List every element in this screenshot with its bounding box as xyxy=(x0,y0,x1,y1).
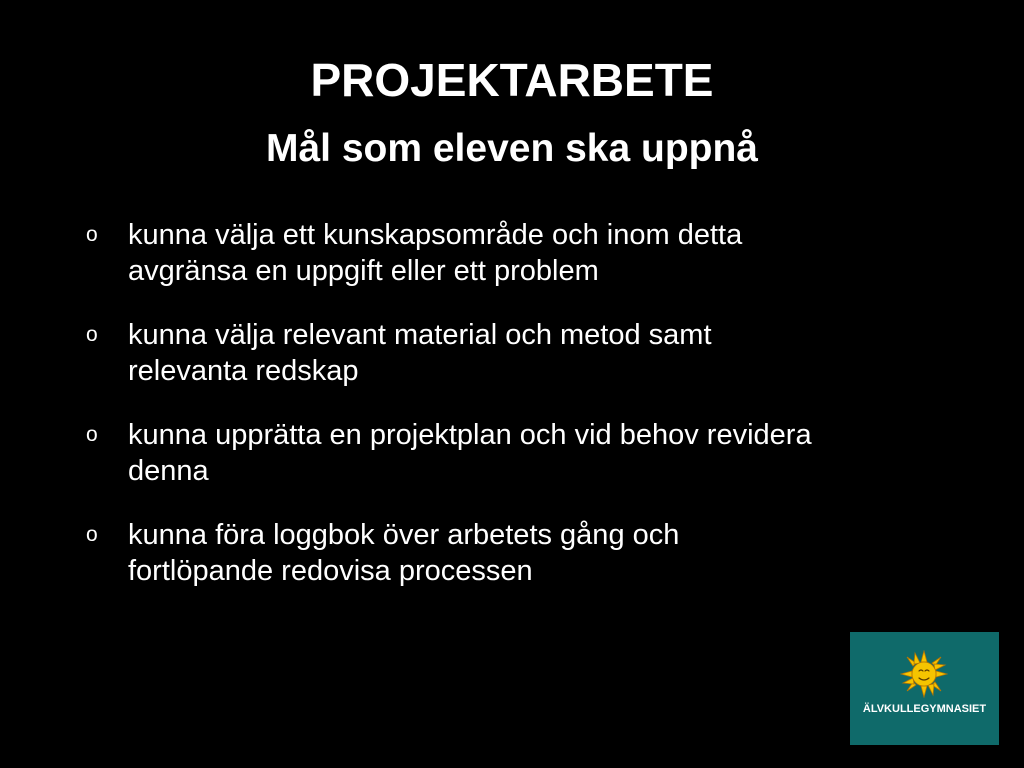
list-item xyxy=(84,317,964,389)
sun-icon xyxy=(900,650,948,698)
bullet-marker: o xyxy=(86,323,98,346)
list-item xyxy=(84,417,964,489)
school-logo xyxy=(850,632,999,745)
list-item xyxy=(84,517,964,589)
bullet-text: kunna upprätta en projektplan och vid behov revidera denna xyxy=(128,419,812,487)
bullet-marker: o xyxy=(86,223,98,246)
school-name: ÄLVKULLEGYMNASIET xyxy=(862,703,987,715)
slide-title: PROJEKTARBETE xyxy=(310,54,714,106)
bullet-marker: o xyxy=(86,523,98,546)
bullet-marker: o xyxy=(86,423,98,446)
bullet-text: kunna föra loggbok över arbetets gång och fortlöpande redovisa processen xyxy=(128,519,680,587)
bullet-text: kunna välja relevant material och metod samt relevanta redskap xyxy=(128,319,712,387)
bullet-text: kunna välja ett kunskapsområde och inom detta avgränsa en uppgift eller ett problem xyxy=(128,219,743,287)
list-item xyxy=(84,217,964,289)
goals-list xyxy=(84,217,964,617)
slide-subtitle: Mål som eleven ska uppnå xyxy=(265,127,758,170)
